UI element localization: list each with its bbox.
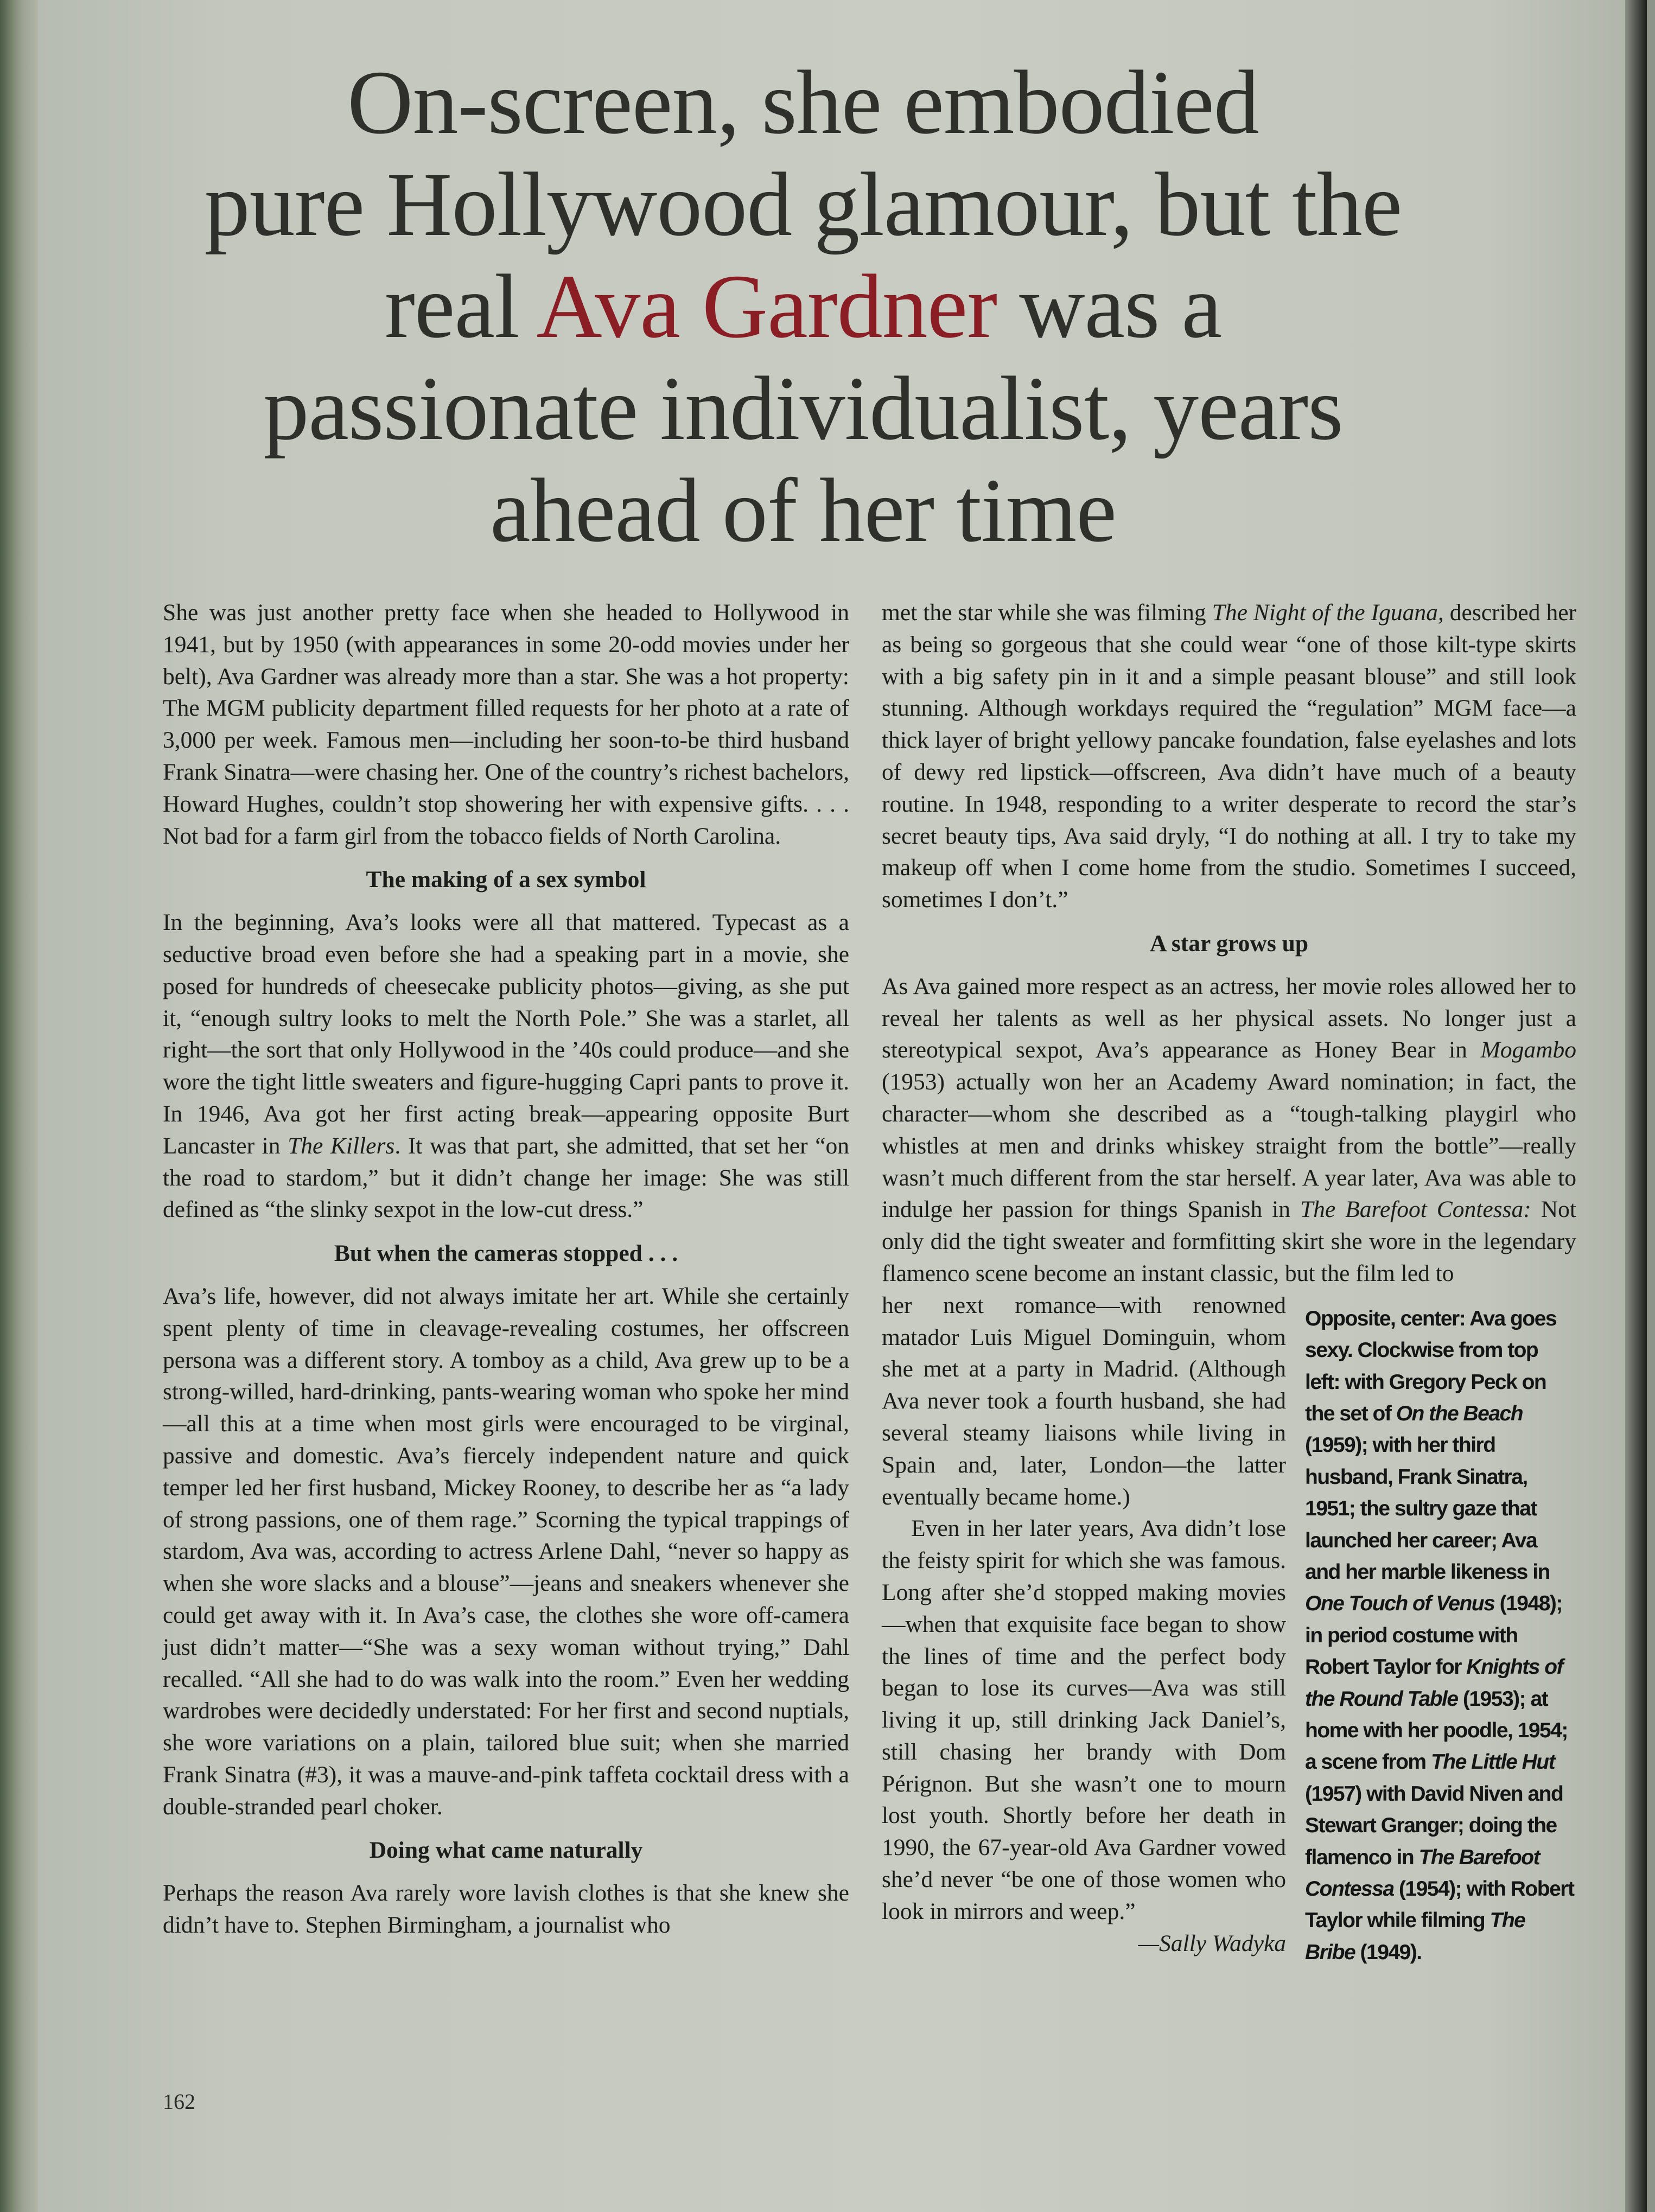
caption-title-bribe: The Bribe bbox=[1305, 1909, 1525, 1964]
paragraph-star-grows-a: As Ava gained more respect as an actress, her movie roles allowed her to reveal her talents as well as her physical assets. No longer just a stereotypical sexpot, Ava’s appearance as Honey Bear in bbox=[882, 973, 1576, 1063]
paragraph-later-years bbox=[882, 1513, 1286, 1956]
paragraph-offscreen: Ava’s life, however, did not always imitate her art. While she certainly spent plenty of time in cleavage-revealing costumes, her offscreen persona was a different story. A tomboy as a child, Ava grew up to be a strong-willed, hard-drinking, pants-wearing woman who spoke her mind—all this at a time when most girls were encouraged to be virginal, passive and domestic. Ava’s fiercely independent nature and quick temper led her first husband, Mickey Rooney, to describe her as “a lady of strong passions, one of them rage.” Scorning the typical trappings of stardom, Ava was, according to actress Arlene Dahl, “never so happy as when she wore slacks and a blouse”—jeans and sneakers whenever she could get away with it. In Ava’s case, the clothes she wore off-camera just didn’t matter—“She was a sexy woman without trying,” Dahl recalled. “All she had to do was walk into the room.” Even her wedding wardrobes were decidedly understated: For her first and second nuptials, she wore variations on a plain, tailored blue suit; when she married Frank Sinatra (#3), it was a mauve-and-pink taffeta cocktail dress with a double-stranded pearl choker. bbox=[163, 1283, 849, 1820]
wrapped-text-block bbox=[882, 1290, 1286, 1960]
left-column bbox=[163, 597, 849, 1941]
paragraph-star-grows-b: (1953) actually won her an Academy Award nomination; in fact, the character—whom she described as a “tough-talking playgirl who whistles at men and drinks whiskey straight from the bottle”—really wasn’t much different from the star herself. A year later, Ava was able to indulge her passion for things Spanish in bbox=[882, 1069, 1576, 1223]
intro-paragraph: She was just another pretty face when she headed to Hollywood in 1941, but by 1950 (with appearances in some 20-odd movies under her belt), Ava Gardner was already more than a star. She was a hot property: The MGM publicity department filled requests for her photo at a rate of 3,000 per week. Famous men—including her soon-to-be third husband Frank Sinatra—were chasing her. One of the country’s richest bachelors, Howard Hughes, couldn’t stop showering her with expensive gifts. . . . Not bad for a farm girl from the tobacco fields of North Carolina. bbox=[163, 600, 849, 849]
paragraph-romance: her next romance—with renowned matador Luis Miguel Dominguin, whom she met at a party in Madrid. (Although Ava never took a fourth husband, she had several steamy liaisons while living in Spain and, later, London—the latter eventually became home.) bbox=[882, 1292, 1286, 1510]
headline bbox=[163, 52, 1443, 562]
headline-line-4: passionate individualist, years bbox=[263, 358, 1343, 459]
paragraph-beauty-b: described her as being so gorgeous that she could wear “one of those kilt-type skirts with a big safety pin in it and a simple peasant blouse” and still look stunning. Although workdays required the “regulation” MGM face—a thick layer of bright yellowy pancake foundation, false eyelashes and lots of dewy red lipstick—offscreen, Ava didn’t have much of a beauty routine. In 1948, responding to a writer desperate to record the star’s secret beauty tips, Ava said dryly, “I do nothing at all. I try to take my makeup off when I come home from the studio. Sometimes I succeed, sometimes I don’t.” bbox=[882, 600, 1576, 913]
headline-line-2: pure Hollywood glamour, but the bbox=[204, 154, 1402, 255]
paragraph-naturally: Perhaps the reason Ava rarely wore lavish clothes is that she knew she didn’t have to. Stephen Birmingham, a journalist who bbox=[163, 1880, 849, 1939]
film-title-killers: The Killers bbox=[288, 1132, 395, 1159]
paragraph-sex-symbol-a: In the beginning, Ava’s looks were all that mattered. Typecast as a seductive broad even before she had a speaking part in a movie, she posed for hundreds of cheesecake publicity photos—giving, as she put it, “enough sultry looks to melt the North Pole.” She was a starlet, all right—the sort that only Hollywood in the ’40s could produce—and she wore the tight little sweaters and figure-hugging Capri pants to prove it. In 1946, Ava got her first acting break—appearing opposite Burt Lancaster in bbox=[163, 909, 849, 1159]
paragraph-sex-symbol bbox=[163, 907, 849, 1226]
caption-part-2: (1959); with her third husband, Frank Sinatra, 1951; the sultry gaze that launched her career; Ava and her marble likeness in bbox=[1305, 1433, 1550, 1584]
author-signature: —Sally Wadyka bbox=[1138, 1930, 1286, 1956]
caption-title-knights: Knights of the Round Table bbox=[1305, 1655, 1563, 1711]
page-edge-shadow bbox=[1625, 0, 1647, 2212]
paragraph-beauty bbox=[882, 597, 1576, 916]
paragraph-sex-symbol-b: . It was that part, she admitted, that set her “on the road to stardom,” but it didn’t change her image: She was still defined as “the slinky sexpot in the low-cut dress.” bbox=[163, 1132, 849, 1223]
caption-part-6: (1954); with Robert Taylor while filming bbox=[1305, 1877, 1574, 1933]
paragraph-later-years-text: Even in her later years, Ava didn’t lose the feisty spirit for which she was famous. Long after she’d stopped making movies—when that exquisite face began to show the lines of time and the perfect body began to lose its curves—Ava was still living it up, still drinking Jack Daniel’s, still chasing her brandy with Dom Pérignon. But she wasn’t one to mourn lost youth. Shortly before her death in 1990, the 67-year-old Ava Gardner vowed she’d never “be one of those women who look in mirrors and weep.” bbox=[882, 1515, 1286, 1924]
headline-line-5: ahead of her time bbox=[490, 460, 1116, 561]
headline-star-name: Ava Gardner bbox=[536, 256, 997, 357]
paragraph-star-grows-c: Not only did the tight sweater and formfitting skirt she wore in the legendary flamenco scene become an instant classic, but the film led to bbox=[882, 1196, 1576, 1286]
right-column bbox=[882, 597, 1576, 1968]
caption-part-1: Opposite, center: Ava goes sexy. Clockwise from top left: with Gregory Peck on the set of bbox=[1305, 1306, 1557, 1425]
film-title-barefoot-contessa: The Barefoot Contessa: bbox=[1300, 1196, 1531, 1223]
caption-part-5: (1957) with David Niven and Stewart Granger; doing the flamenco in bbox=[1305, 1782, 1563, 1869]
book-binding bbox=[0, 0, 38, 2212]
caption-title-little-hut: The Little Hut bbox=[1430, 1750, 1555, 1774]
caption-title-on-the-beach: On the Beach bbox=[1396, 1401, 1523, 1425]
subhead-naturally: Doing what came naturally bbox=[369, 1837, 643, 1864]
caption-part-3: (1948); in period costume with Robert Taylor for bbox=[1305, 1592, 1562, 1679]
subhead-sex-symbol: The making of a sex symbol bbox=[366, 866, 646, 893]
page-number: 162 bbox=[163, 2089, 195, 2114]
headline-line-1: On-screen, she embodied bbox=[347, 52, 1259, 153]
film-title-iguana: The Night of the Iguana, bbox=[1212, 600, 1444, 626]
subhead-cameras-stopped: But when the cameras stopped . . . bbox=[334, 1240, 678, 1267]
headline-line-3b: was a bbox=[997, 256, 1222, 357]
caption-part-7: (1949). bbox=[1355, 1940, 1422, 1964]
subhead-star-grows-up: A star grows up bbox=[1149, 930, 1309, 957]
headline-line-3a: real bbox=[384, 256, 537, 357]
film-title-mogambo: Mogambo bbox=[1480, 1037, 1576, 1063]
caption-part-4: (1953); at home with her poodle, 1954; a scene from bbox=[1305, 1687, 1568, 1774]
paragraph-star-grows bbox=[882, 971, 1576, 1290]
paragraph-beauty-a: met the star while she was filming bbox=[882, 600, 1212, 626]
caption-title-barefoot: The Barefoot Contessa bbox=[1305, 1845, 1540, 1901]
photo-caption bbox=[1305, 1303, 1576, 1969]
caption-title-one-touch: One Touch of Venus bbox=[1305, 1592, 1495, 1616]
